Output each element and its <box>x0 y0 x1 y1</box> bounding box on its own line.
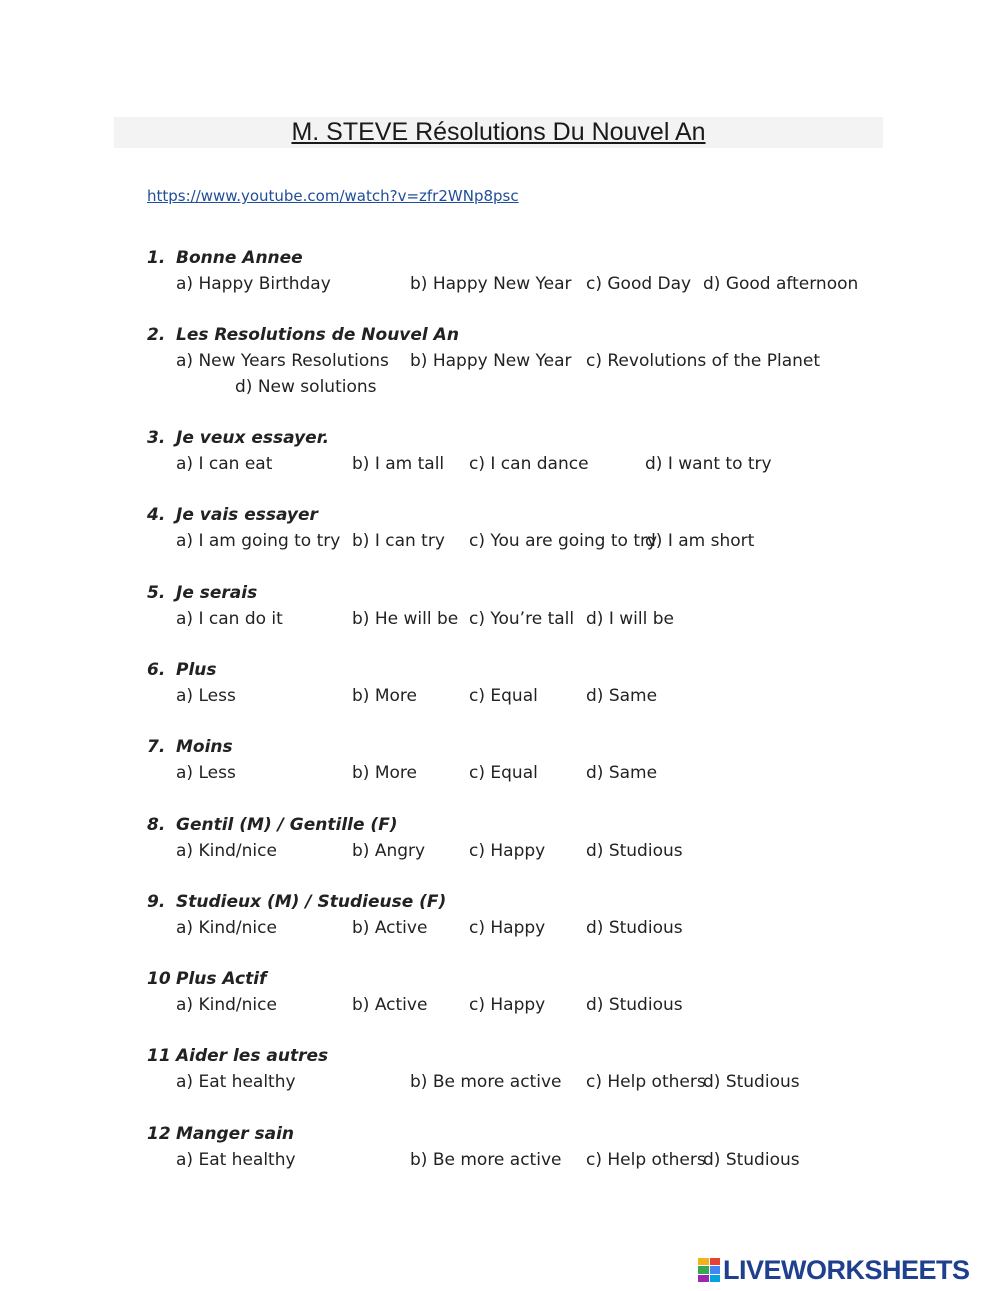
option-d[interactable]: d) Studious <box>703 1072 800 1092</box>
option-a[interactable]: a) I can eat <box>176 454 273 474</box>
option-c[interactable]: c) Help others <box>586 1072 706 1092</box>
option-a[interactable]: a) Eat healthy <box>176 1072 296 1092</box>
logo-text: LIVEWORKSHEETS <box>723 1254 970 1285</box>
option-c[interactable]: c) Good Day <box>586 274 692 294</box>
question-text: Gentil (M) / Gentille (F) <box>176 815 398 835</box>
option-d[interactable]: d) Good afternoon <box>703 274 859 294</box>
question-number: 12 <box>147 1124 171 1144</box>
option-b[interactable]: b) Active <box>352 995 428 1015</box>
question-number: 11 <box>147 1046 171 1066</box>
option-d[interactable]: d) I want to try <box>645 454 772 474</box>
option-b[interactable]: b) More <box>352 763 417 783</box>
liveworksheets-logo <box>698 1256 970 1284</box>
option-a[interactable]: a) New Years Resolutions <box>176 351 389 371</box>
option-c[interactable]: c) Revolutions of the Planet <box>586 351 821 371</box>
option-b[interactable]: b) Happy New Year <box>410 274 572 294</box>
option-a[interactable]: a) Happy Birthday <box>176 274 331 294</box>
question-number: 8. <box>147 815 166 835</box>
question-number: 6. <box>147 660 166 680</box>
option-d[interactable]: d) Same <box>586 686 658 706</box>
option-d[interactable]: d) I am short <box>645 531 755 551</box>
option-d[interactable]: d) Studious <box>586 995 683 1015</box>
option-c[interactable]: c) You are going to try <box>469 531 658 551</box>
option-d[interactable]: d) I will be <box>586 609 674 629</box>
question-text: Les Resolutions de Nouvel An <box>176 325 459 345</box>
youtube-link[interactable]: https://www.youtube.com/watch?v=zfr2WNp8psc <box>147 187 519 205</box>
question-text: Manger sain <box>176 1124 295 1144</box>
question-number: 3. <box>147 428 166 448</box>
option-b[interactable]: b) Be more active <box>410 1150 562 1170</box>
question-number: 1. <box>147 248 166 268</box>
option-b[interactable]: b) I am tall <box>352 454 445 474</box>
question-number: 9. <box>147 892 166 912</box>
option-a[interactable]: a) Kind/nice <box>176 995 277 1015</box>
option-d[interactable]: d) Studious <box>703 1150 800 1170</box>
question-text: Plus Actif <box>176 969 267 989</box>
question-text: Bonne Annee <box>176 248 303 268</box>
question-number: 10 <box>147 969 171 989</box>
question-text: Je veux essayer. <box>176 428 330 448</box>
option-c[interactable]: c) You’re tall <box>469 609 575 629</box>
option-c[interactable]: c) Happy <box>469 841 546 861</box>
option-a[interactable]: a) I am going to try <box>176 531 341 551</box>
option-b[interactable]: b) Active <box>352 918 428 938</box>
option-a[interactable]: a) Kind/nice <box>176 841 277 861</box>
question-text: Moins <box>176 737 233 757</box>
question-number: 2. <box>147 325 166 345</box>
option-b[interactable]: b) I can try <box>352 531 445 551</box>
option-b[interactable]: b) More <box>352 686 417 706</box>
option-b[interactable]: b) Happy New Year <box>410 351 572 371</box>
option-b[interactable]: b) He will be <box>352 609 459 629</box>
option-c[interactable]: c) Happy <box>469 918 546 938</box>
question-text: Je serais <box>176 583 258 603</box>
question-text: Studieux (M) / Studieuse (F) <box>176 892 447 912</box>
option-a[interactable]: a) Eat healthy <box>176 1150 296 1170</box>
question-number: 4. <box>147 505 166 525</box>
option-c[interactable]: c) Equal <box>469 686 538 706</box>
question-text: Aider les autres <box>176 1046 329 1066</box>
option-a[interactable]: a) Kind/nice <box>176 918 277 938</box>
question-text: Je vais essayer <box>176 505 318 525</box>
option-a[interactable]: a) Less <box>176 763 236 783</box>
option-b[interactable]: b) Angry <box>352 841 426 861</box>
option-c[interactable]: c) Equal <box>469 763 538 783</box>
page-title: M. STEVE Résolutions Du Nouvel An <box>291 118 706 146</box>
option-a[interactable]: a) Less <box>176 686 236 706</box>
option-c[interactable]: c) Help others <box>586 1150 706 1170</box>
option-c[interactable]: c) Happy <box>469 995 546 1015</box>
option-d[interactable]: d) Same <box>586 763 658 783</box>
option-d[interactable]: d) Studious <box>586 841 683 861</box>
question-text: Plus <box>176 660 217 680</box>
question-number: 7. <box>147 737 166 757</box>
option-b[interactable]: b) Be more active <box>410 1072 562 1092</box>
option-d[interactable]: d) New solutions <box>235 377 377 397</box>
option-c[interactable]: c) I can dance <box>469 454 589 474</box>
option-d[interactable]: d) Studious <box>586 918 683 938</box>
option-a[interactable]: a) I can do it <box>176 609 283 629</box>
question-number: 5. <box>147 583 166 603</box>
logo-blocks-icon <box>698 1258 720 1282</box>
